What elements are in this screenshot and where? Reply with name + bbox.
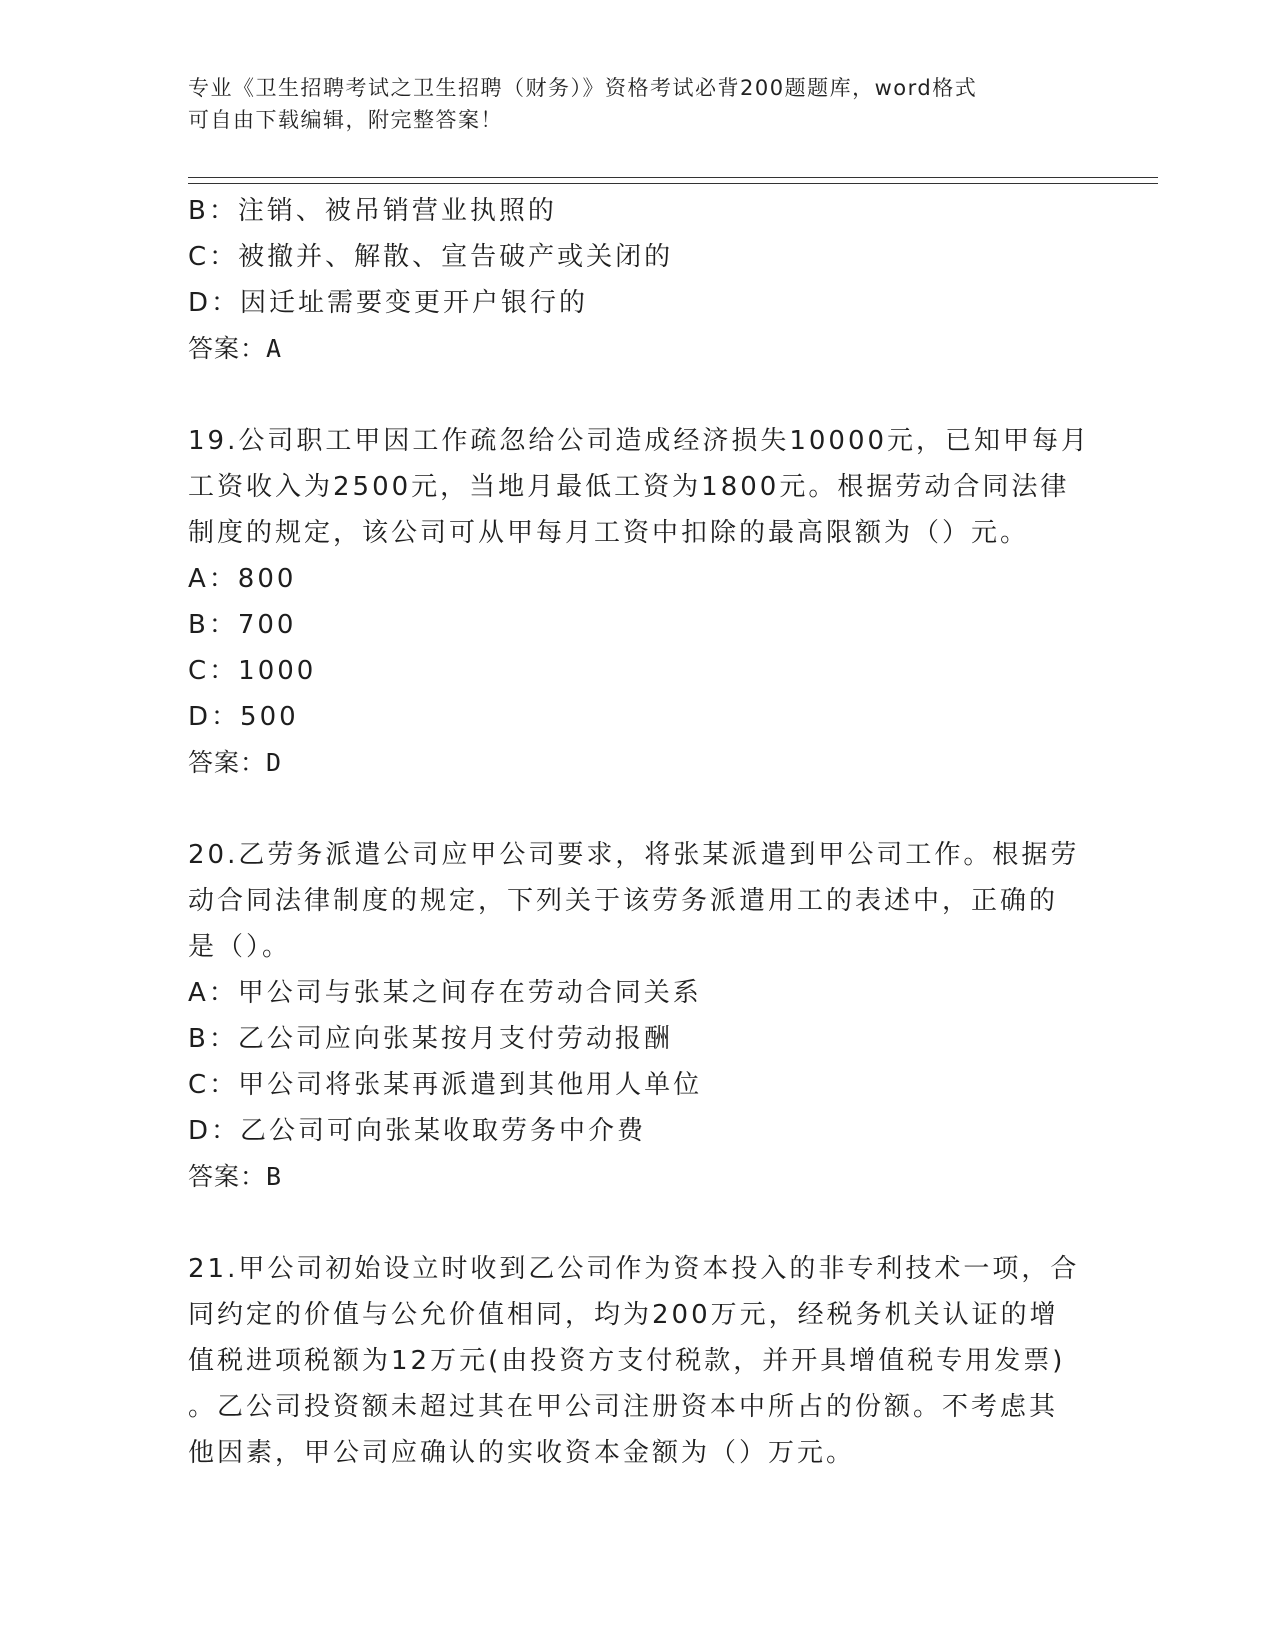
answer-line: 答案：D [188, 748, 283, 777]
option-c: C：被撤并、解散、宣告破产或关闭的 [188, 242, 674, 272]
option-a: A：800 [188, 564, 297, 594]
question-text-line: 制度的规定，该公司可从甲每月工资中扣除的最高限额为（）元。 [188, 518, 1030, 548]
option-b: B：700 [188, 610, 297, 640]
option-d: D：因迁址需要变更开户银行的 [188, 288, 589, 318]
question-21 [188, 1246, 1088, 1476]
question-20 [188, 832, 1088, 1200]
answer-line: 答案：A [188, 334, 283, 363]
header-line-2: 可自由下载编辑，附完整答案！ [188, 108, 503, 132]
option-d: D：乙公司可向张某收取劳务中介费 [188, 1116, 647, 1146]
option-c: C：甲公司将张某再派遣到其他用人单位 [188, 1070, 703, 1100]
question-19 [188, 418, 1091, 786]
option-b: B：乙公司应向张某按月支付劳动报酬 [188, 1024, 673, 1054]
spacer [188, 372, 1088, 418]
question-text-line: 19.公司职工甲因工作疏忽给公司造成经济损失10000元，已知甲每月 [188, 426, 1091, 456]
question-18-tail [188, 188, 1088, 372]
spacer [188, 786, 1088, 832]
header-rule-bottom [188, 183, 1158, 184]
question-text-line: 值税进项税额为12万元(由投资方支付税款，并开具增值税专用发票) [188, 1346, 1066, 1376]
question-text-line: 工资收入为2500元，当地月最低工资为1800元。根据劳动合同法律 [188, 472, 1070, 502]
question-text-line: 是（）。 [188, 932, 292, 962]
option-a: A：甲公司与张某之间存在劳动合同关系 [188, 978, 702, 1008]
question-text-line: 动合同法律制度的规定，下列关于该劳务派遣用工的表述中，正确的 [188, 886, 1059, 916]
question-text-line: 。乙公司投资额未超过其在甲公司注册资本中所占的份额。不考虑其 [188, 1392, 1059, 1422]
question-text-line: 他因素，甲公司应确认的实收资本金额为（）万元。 [188, 1438, 856, 1468]
question-text-line: 21.甲公司初始设立时收到乙公司作为资本投入的非专利技术一项，合 [188, 1254, 1080, 1284]
question-text-line: 20.乙劳务派遣公司应甲公司要求，将张某派遣到甲公司工作。根据劳 [188, 840, 1080, 870]
header-line-1: 专业《卫生招聘考试之卫生招聘（财务）》资格考试必背200题题库，word格式 [188, 76, 978, 100]
answer-line: 答案：B [188, 1162, 283, 1191]
option-b: B：注销、被吊销营业执照的 [188, 196, 557, 226]
header-rule-top [188, 177, 1158, 178]
spacer [188, 1200, 1088, 1246]
question-text-line: 同约定的价值与公允价值相同，均为200万元，经税务机关认证的增 [188, 1300, 1059, 1330]
question-content [188, 188, 1091, 1476]
option-c: C：1000 [188, 656, 317, 686]
document-header [188, 72, 1068, 136]
option-d: D：500 [188, 702, 299, 732]
